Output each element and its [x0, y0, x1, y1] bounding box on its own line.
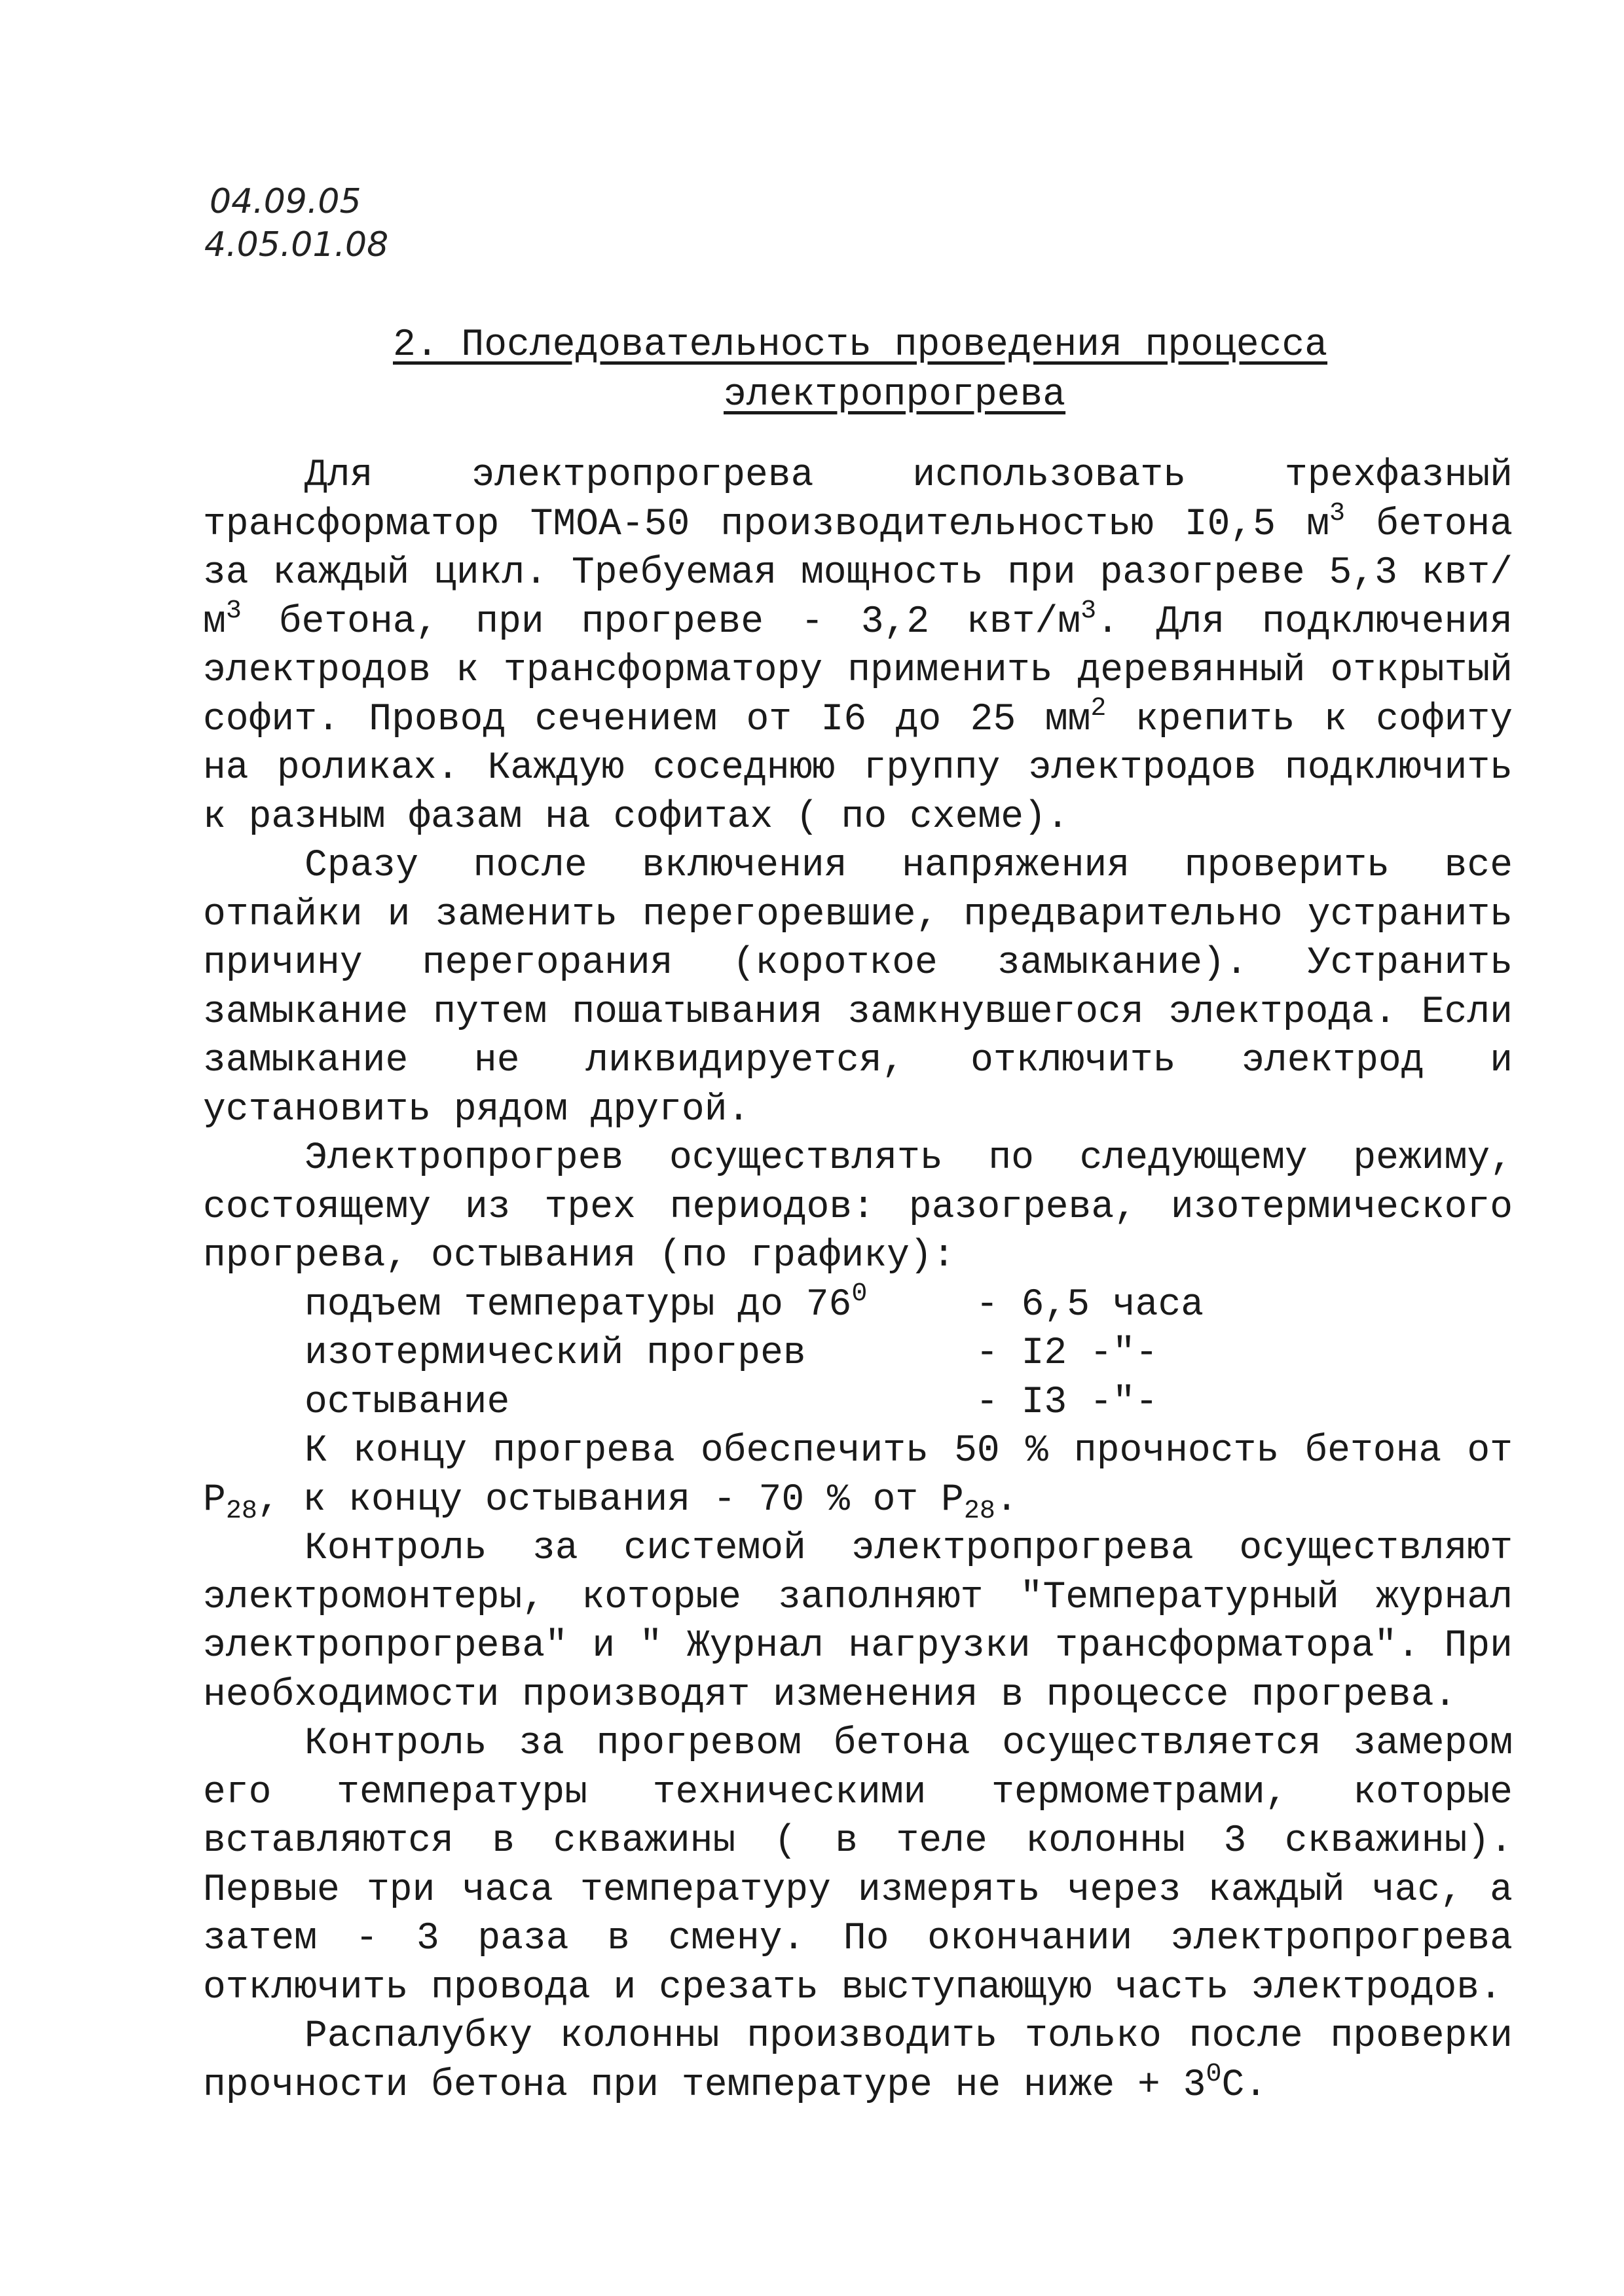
text-run: , к концу остывания - 70 % от Р — [257, 1478, 964, 1522]
document-body — [203, 452, 1513, 2110]
text-run: бетона, при прогреве - 3,2 квт/м — [241, 600, 1081, 644]
paragraph-check: Сразу после включения напряжения проверить все отпайки и заменить перегоревшие, предварительно устранить причину перегорания (короткое замыкание). Устранить замыкание путем пошатывания замкнувшегося электрода. Если замыкание не ликвидируется, отключить электрод и установить рядом другой. — [203, 845, 1513, 1131]
table-row — [304, 1330, 1204, 1379]
paragraph-control-temperature: Контроль за прогревом бетона осуществляется замером его температуры техническими термометрами, которые вставляются в скважины ( в теле колонны 3 скважины). Первые три часа температуру измерять через каждый час, а затем - 3 раза в смену. По окончании электропрогрева отключить провода и срезать выступающую часть электродов. — [203, 1722, 1513, 2009]
text-run: крепить к софиту на роликах. Каждую соседнюю группу электродов подключить к разным фазам на софитах ( по схеме). — [203, 698, 1513, 839]
table-row — [304, 1281, 1204, 1330]
mode-duration: - I3 -"- — [976, 1381, 1158, 1424]
superscript: 3 — [225, 596, 242, 626]
mode-duration: - I2 -"- — [976, 1332, 1158, 1375]
superscript: 3 — [1329, 498, 1346, 528]
heating-mode-table — [304, 1281, 1204, 1428]
text-run: изотермический прогрев — [304, 1332, 806, 1375]
text-run: . — [995, 1478, 1018, 1522]
mode-stage — [304, 1281, 976, 1330]
text-run: бетона за каждый цикл. Требуемая мощность при разогреве 5,3 квт/м — [203, 503, 1513, 644]
mode-stage — [304, 1379, 976, 1428]
paragraph-strength — [203, 1427, 1513, 1525]
text-run: остывание — [304, 1381, 510, 1424]
section-title-line: электропрогрева — [724, 374, 1066, 416]
superscript: 2 — [1090, 693, 1107, 723]
mode-duration: - 6,5 часа — [976, 1283, 1204, 1326]
handwritten-codes — [204, 180, 389, 266]
handwritten-code: 04.09.05 — [210, 182, 361, 221]
text-run: Распалубку колонны производить только после проверки прочности бетона при температуре не ниже + 3 — [203, 2015, 1513, 2107]
text-run: Для электропрогрева использовать трехфазный трансформатор ТМОА-50 производительностью I0,5 м — [203, 454, 1513, 546]
mode-stage — [304, 1330, 976, 1379]
text-run: К концу прогрева обеспечить 50 % прочность бетона от Р — [203, 1430, 1513, 1522]
text-run: С. — [1221, 2064, 1268, 2107]
subscript: 28 — [963, 1496, 995, 1526]
superscript: 0 — [851, 1279, 868, 1309]
handwritten-code: 4.05.01.08 — [204, 225, 389, 264]
table-row — [304, 1379, 1204, 1428]
paragraph-equipment — [203, 452, 1513, 842]
paragraph-mode: Электропрогрев осуществлять по следующему режиму, состоящему из трех периодов: разогрева, изотермического прогрева, остывания (по графику): — [203, 1137, 1513, 1277]
section-title-line: 2. Последовательность проведения процесса — [393, 324, 1328, 367]
text-run: . Для подключения электродов к трансформатору применить деревянный открытый софит. Провод сечением от I6 до 25 мм — [203, 600, 1513, 741]
section-title — [393, 321, 1328, 420]
paragraph-formwork — [203, 2013, 1513, 2110]
text-run: подъем температуры до 76 — [304, 1283, 852, 1326]
paragraph-control-system: Контроль за системой электропрогрева осуществляют электромонтеры, которые заполняют "Температурный журнал электропрогрева" и " Журнал нагрузки трансформатора". При необходимости производят изменения в процессе прогрева. — [203, 1527, 1513, 1717]
superscript: 0 — [1206, 2059, 1222, 2089]
subscript: 28 — [225, 1496, 257, 1526]
superscript: 3 — [1080, 596, 1097, 626]
